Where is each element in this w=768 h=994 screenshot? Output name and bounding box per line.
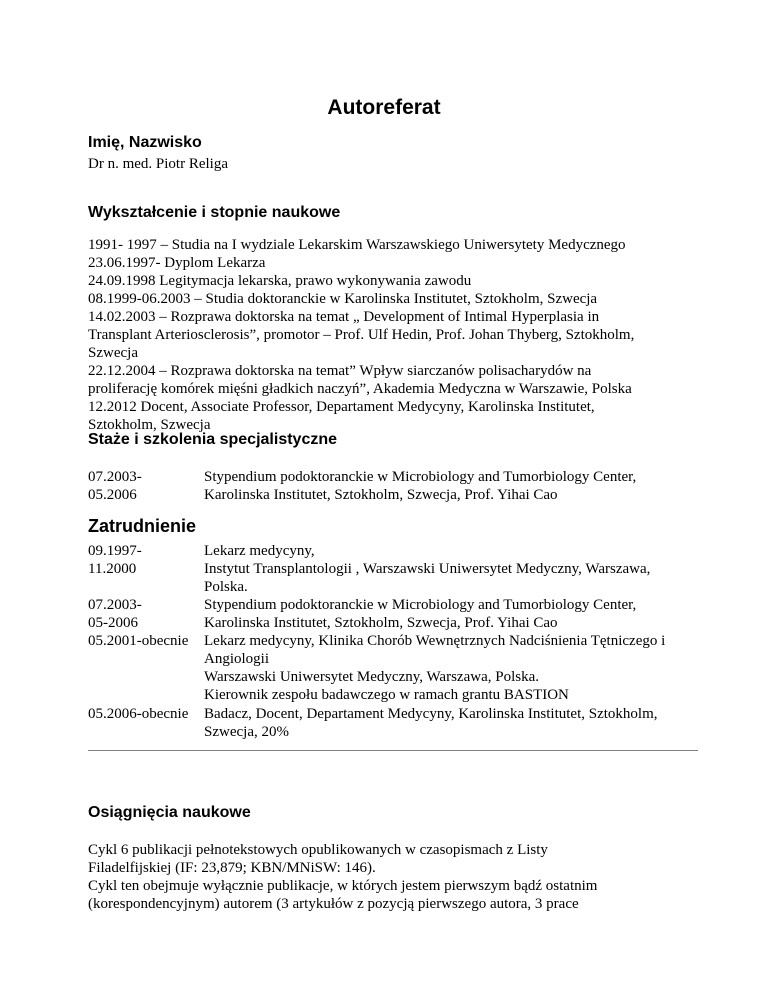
education-line: 22.12.2004 – Rozprawa doktorska na temat” Wpływ siarczanów polisacharydów na	[88, 363, 592, 379]
education-line: 23.06.1997- Dyplom Lekarza	[88, 255, 266, 271]
employment-text: Lekarz medycyny, Klinika Chorób Wewnętrznych Nadciśnienia Tętniczego i Angiologii Warszawski Uniwersytet Medyczny, Warszawa, Polska. Kierownik zespołu badawczego w ramach grantu BASTION	[204, 633, 666, 703]
achievements-line: Cykl ten obejmuje wyłącznie publikacje, w których jestem pierwszym bądź ostatnim	[88, 878, 598, 894]
achievements-line: Filadelfijskiej (IF: 23,879; KBN/MNiSW: 146).	[88, 860, 376, 876]
name-value: Dr n. med. Piotr Religa	[88, 156, 228, 172]
employment-date: 07.2003- 05-2006	[88, 597, 142, 631]
name-value-block	[88, 155, 708, 173]
name-heading: Imię, Nazwisko	[88, 134, 202, 151]
employment-date: 05.2001-obecnie	[88, 633, 189, 649]
employment-text: Lekarz medycyny, Instytut Transplantologii , Warszawski Uniwersytet Medyczny, Warszawa, Polska.	[204, 543, 651, 595]
education-line: Transplant Arteriosclerosis”, promotor – Prof. Ulf Hedin, Prof. Johan Thyberg, Sztokholm,	[88, 327, 635, 343]
education-line: 24.09.1998 Legitymacja lekarska, prawo wykonywania zawodu	[88, 273, 472, 289]
achievements-text	[88, 841, 708, 913]
document-title: Autoreferat	[327, 96, 441, 119]
education-line: Szwecja	[88, 345, 138, 361]
education-line: 1991- 1997 – Studia na I wydziale Lekarskim Warszawskiego Uniwersytety Medycznego	[88, 237, 626, 253]
achievements-line: Cykl 6 publikacji pełnotekstowych opublikowanych w czasopismach z Listy	[88, 842, 548, 858]
education-list	[88, 236, 708, 434]
internships-heading: Staże i szkolenia specjalistyczne	[88, 431, 338, 448]
employment-date: 09.1997- 11.2000	[88, 543, 142, 577]
internship-date: 07.2003- 05.2006	[88, 469, 142, 503]
employment-text: Stypendium podoktoranckie w Microbiology and Tumorbiology Center, Karolinska Institutet, Sztokholm, Szwecja, Prof. Yihai Cao	[204, 597, 637, 631]
section-divider	[88, 750, 698, 751]
education-heading: Wykształcenie i stopnie naukowe	[88, 204, 341, 221]
employment-heading: Zatrudnienie	[88, 516, 197, 536]
achievements-heading: Osiągnięcia naukowe	[88, 804, 251, 821]
achievements-line: (korespondencyjnym) autorem (3 artykułów z pozycją pierwszego autora, 3 prace	[88, 896, 579, 912]
education-line: 08.1999-06.2003 – Studia doktoranckie w Karolinska Institutet, Sztokholm, Szwecja	[88, 291, 598, 307]
education-line: 12.2012 Docent, Associate Professor, Departament Medycyny, Karolinska Institutet,	[88, 399, 595, 415]
education-line: Sztokholm, Szwecja	[88, 417, 211, 433]
employment-text: Badacz, Docent, Departament Medycyny, Karolinska Institutet, Sztokholm, Szwecja, 20%	[204, 706, 658, 740]
employment-date: 05.2006-obecnie	[88, 706, 189, 722]
internship-text: Stypendium podoktoranckie w Microbiology and Tumorbiology Center, Karolinska Institutet, Sztokholm, Szwecja, Prof. Yihai Cao	[204, 469, 637, 503]
education-line: proliferację komórek mięśni gładkich naczyń”, Akademia Medyczna w Warszawie, Polska	[88, 381, 632, 397]
education-line: 14.02.2003 – Rozprawa doktorska na temat „ Development of Intimal Hyperplasia in	[88, 309, 600, 325]
